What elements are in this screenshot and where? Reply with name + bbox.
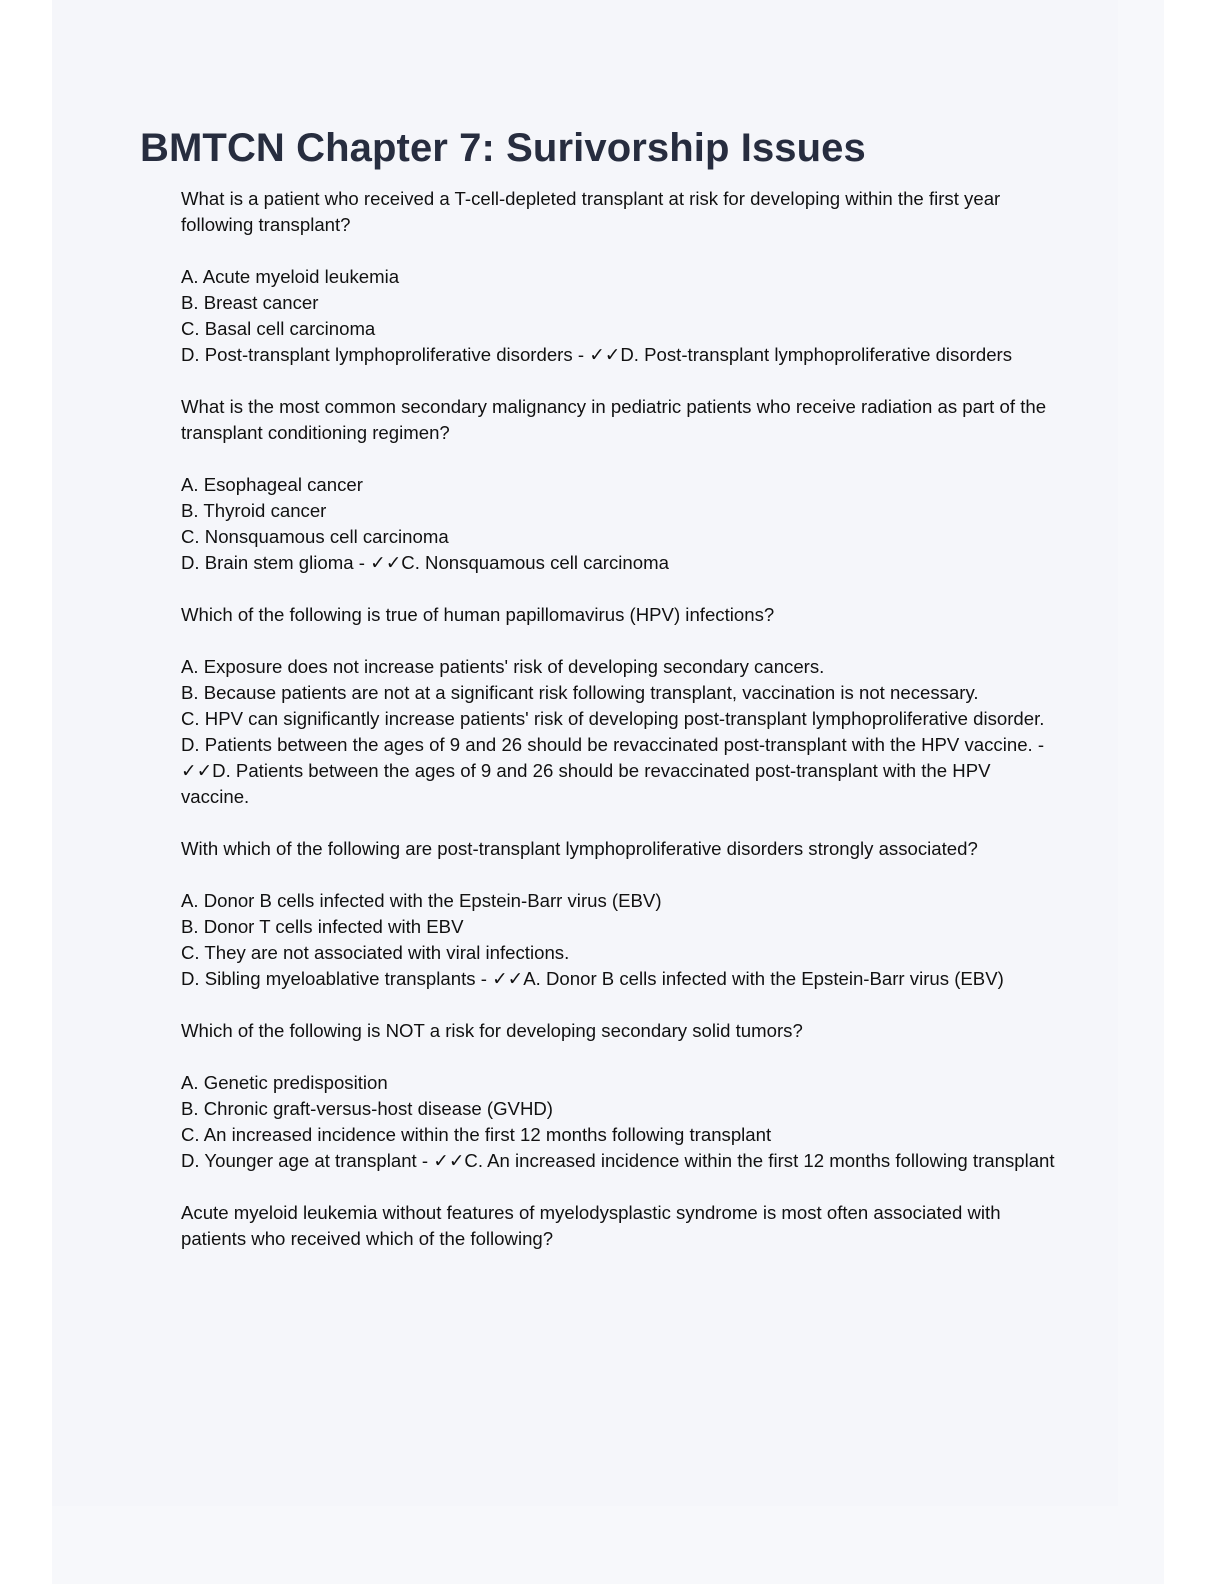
answer-text: D. Patients between the ages of 9 and 26 should be revaccinated post-transplant with the HPV vaccine.: [181, 760, 991, 807]
option-d: D. Sibling myeloablative transplants: [181, 968, 476, 989]
qa-block-3: [181, 602, 1061, 810]
qa-block-6: [181, 1200, 1061, 1252]
option-d-with-answer: [181, 1148, 1061, 1174]
answer-check-icon: ✓✓: [492, 968, 524, 989]
option-b: B. Chronic graft-versus-host disease (GVHD): [181, 1098, 553, 1119]
option-c: C. An increased incidence within the first 12 months following transplant: [181, 1124, 772, 1145]
answer-check-icon: ✓✓: [589, 344, 621, 365]
answer-text: C. An increased incidence within the first 12 months following transplant: [464, 1150, 1055, 1171]
option-c: C. HPV can significantly increase patients' risk of developing post-transplant lymphoproliferative disorder.: [181, 708, 1045, 729]
question-text: With which of the following are post-transplant lymphoproliferative disorders strongly associated?: [181, 838, 978, 859]
answer-separator: -: [353, 552, 371, 573]
answer-check-icon: ✓✓: [181, 760, 213, 781]
option-a: A. Acute myeloid leukemia: [181, 266, 400, 287]
option-d: D. Patients between the ages of 9 and 26 should be revaccinated post-transplant with the HPV vaccine.: [181, 734, 1033, 755]
answer-check-icon: ✓✓: [433, 1150, 465, 1171]
answer-separator: -: [475, 968, 493, 989]
option-a: A. Exposure does not increase patients' risk of developing secondary cancers.: [181, 656, 825, 677]
qa-block-4: [181, 836, 1061, 992]
qa-block-2: [181, 394, 1061, 576]
option-b: B. Thyroid cancer: [181, 500, 327, 521]
option-c: C. They are not associated with viral infections.: [181, 942, 570, 963]
option-d-with-answer: [181, 550, 1061, 576]
option-a: A. Genetic predisposition: [181, 1072, 388, 1093]
option-a: A. Donor B cells infected with the Epstein-Barr virus (EBV): [181, 890, 662, 911]
option-d-with-answer: [181, 732, 1061, 810]
answer-check-icon: ✓✓: [370, 552, 402, 573]
question-text: What is the most common secondary malignancy in pediatric patients who receive radiation as part of the transplant conditioning regimen?: [181, 396, 1047, 443]
option-b: B. Breast cancer: [181, 292, 319, 313]
question-text: Which of the following is NOT a risk for developing secondary solid tumors?: [181, 1020, 803, 1041]
option-d-with-answer: [181, 342, 1061, 368]
qa-block-5: [181, 1018, 1061, 1174]
qa-list: [181, 186, 1061, 1278]
document-title: BMTCN Chapter 7: Surivorship Issues: [140, 126, 866, 170]
option-a: A. Esophageal cancer: [181, 474, 363, 495]
answer-separator: -: [572, 344, 590, 365]
answer-text: A. Donor B cells infected with the Epstein-Barr virus (EBV): [523, 968, 1004, 989]
option-d: D. Brain stem glioma: [181, 552, 354, 573]
question-text: Which of the following is true of human papillomavirus (HPV) infections?: [181, 604, 775, 625]
question-text: Acute myeloid leukemia without features of myelodysplastic syndrome is most often associated with patients who received which of the following?: [181, 1202, 1001, 1249]
qa-block-1: [181, 186, 1061, 368]
answer-text: D. Post-transplant lymphoproliferative disorders: [620, 344, 1013, 365]
answer-separator: -: [416, 1150, 434, 1171]
answer-separator: -: [1032, 734, 1045, 755]
option-b: B. Donor T cells infected with EBV: [181, 916, 464, 937]
option-d: D. Post-transplant lymphoproliferative disorders: [181, 344, 573, 365]
option-c: C. Basal cell carcinoma: [181, 318, 376, 339]
option-d-with-answer: [181, 966, 1061, 992]
option-d: D. Younger age at transplant: [181, 1150, 417, 1171]
option-b: B. Because patients are not at a significant risk following transplant, vaccination is not necessary.: [181, 682, 979, 703]
option-c: C. Nonsquamous cell carcinoma: [181, 526, 449, 547]
question-text: What is a patient who received a T-cell-depleted transplant at risk for developing within the first year following transplant?: [181, 188, 1001, 235]
answer-text: C. Nonsquamous cell carcinoma: [401, 552, 669, 573]
